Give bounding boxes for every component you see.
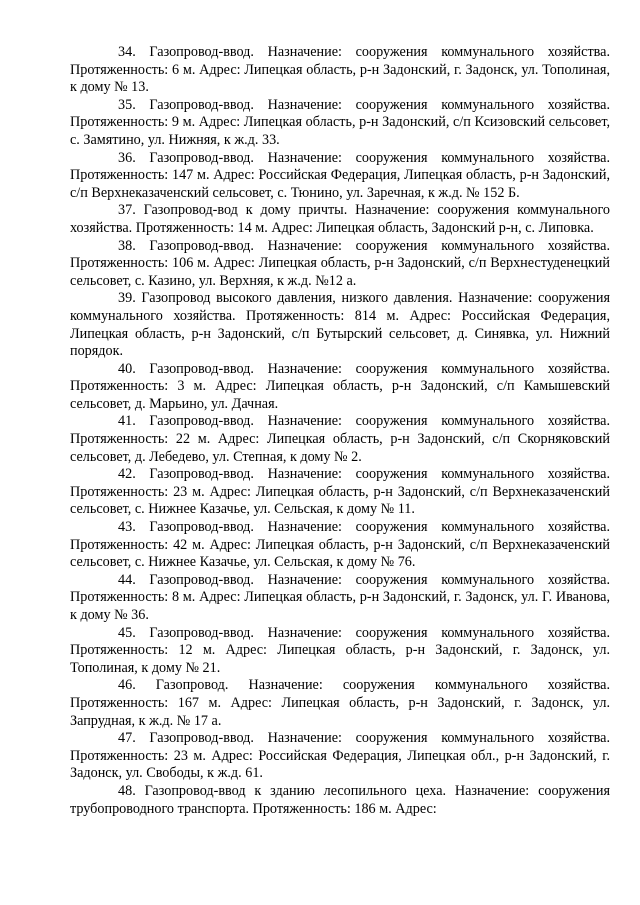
- list-item-36: 36. Газопровод-ввод. Назначение: сооружения коммунального хозяйства. Протяженность: 147 м. Адрес: Российская Федерация, Липецкая область, р-н Задонский, с/п Верхнеказаченский сельсовет, с. Тюнино, ул. Заречная, к ж.д. № 152 Б.: [70, 149, 610, 201]
- document-page: [70, 44, 610, 818]
- list-item-43: 43. Газопровод-ввод. Назначение: сооружения коммунального хозяйства. Протяженность: 42 м. Адрес: Липецкая область, р-н Задонский, с/п Верхнеказаченский сельсовет, с. Нижнее Казачье, ул. Сельская, к дому № 76.: [70, 519, 610, 571]
- list-item-39: 39. Газопровод высокого давления, низкого давления. Назначение: сооружения коммунального хозяйства. Протяженность: 814 м. Адрес: Российская Федерация, Липецкая область, р-н Задонский, с/п Бутырский сельсовет, д. Синявка, ул. Нижний порядок.: [70, 290, 610, 360]
- list-item-46: 46. Газопровод. Назначение: сооружения коммунального хозяйства. Протяженность: 167 м. Адрес: Липецкая область, р-н Задонский, г. Задонск, ул. Запрудная, к ж.д. № 17 а.: [70, 677, 610, 729]
- list-item-41: 41. Газопровод-ввод. Назначение: сооружения коммунального хозяйства. Протяженность: 22 м. Адрес: Липецкая область, р-н Задонский, с/п Скорняковский сельсовет, д. Лебедево, ул. Степная, к дому № 2.: [70, 413, 610, 465]
- list-item-47: 47. Газопровод-ввод. Назначение: сооружения коммунального хозяйства. Протяженность: 23 м. Адрес: Российская Федерация, Липецкая обл., р-н Задонский, г. Задонск, ул. Свободы, к ж.д. 61.: [70, 730, 610, 782]
- list-item-38: 38. Газопровод-ввод. Назначение: сооружения коммунального хозяйства. Протяженность: 106 м. Адрес: Липецкая область, р-н Задонский, с/п Верхнестуденецкий сельсовет, с. Казино, ул. Верхняя, к ж.д. №12 а.: [70, 237, 610, 289]
- list-item-37: 37. Газопровод-вод к дому причты. Назначение: сооружения коммунального хозяйства. Протяженность: 14 м. Адрес: Липецкая область, Задонский р-н, с. Липовка.: [70, 202, 610, 236]
- list-item-40: 40. Газопровод-ввод. Назначение: сооружения коммунального хозяйства. Протяженность: 3 м. Адрес: Липецкая область, р-н Задонский, с/п Камышевский сельсовет, д. Марьино, ул. Дачная.: [70, 360, 610, 412]
- list-item-34: 34. Газопровод-ввод. Назначение: сооружения коммунального хозяйства. Протяженность: 6 м. Адрес: Липецкая область, р-н Задонский, г. Задонск, ул. Тополиная, к дому № 13.: [70, 44, 610, 96]
- list-item-44: 44. Газопровод-ввод. Назначение: сооружения коммунального хозяйства. Протяженность: 8 м. Адрес: Липецкая область, р-н Задонский, г. Задонск, ул. Г. Иванова, к дому № 36.: [70, 571, 610, 623]
- list-item-35: 35. Газопровод-ввод. Назначение: сооружения коммунального хозяйства. Протяженность: 9 м. Адрес: Липецкая область, р-н Задонский, с/п Ксизовский сельсовет, с. Замятино, ул. Нижняя, к ж.д. 33.: [70, 96, 610, 148]
- list-item-45: 45. Газопровод-ввод. Назначение: сооружения коммунального хозяйства. Протяженность: 12 м. Адрес: Липецкая область, р-н Задонский, г. Задонск, ул. Тополиная, к дому № 21.: [70, 624, 610, 676]
- list-item-42: 42. Газопровод-ввод. Назначение: сооружения коммунального хозяйства. Протяженность: 23 м. Адрес: Липецкая область, р-н Задонский, с/п Верхнеказаченский сельсовет, с. Нижнее Казачье, ул. Сельская, к дому № 11.: [70, 466, 610, 518]
- list-item-48: 48. Газопровод-ввод к зданию лесопильного цеха. Назначение: сооружения трубопроводного транспорта. Протяженность: 186 м. Адрес:: [70, 782, 610, 817]
